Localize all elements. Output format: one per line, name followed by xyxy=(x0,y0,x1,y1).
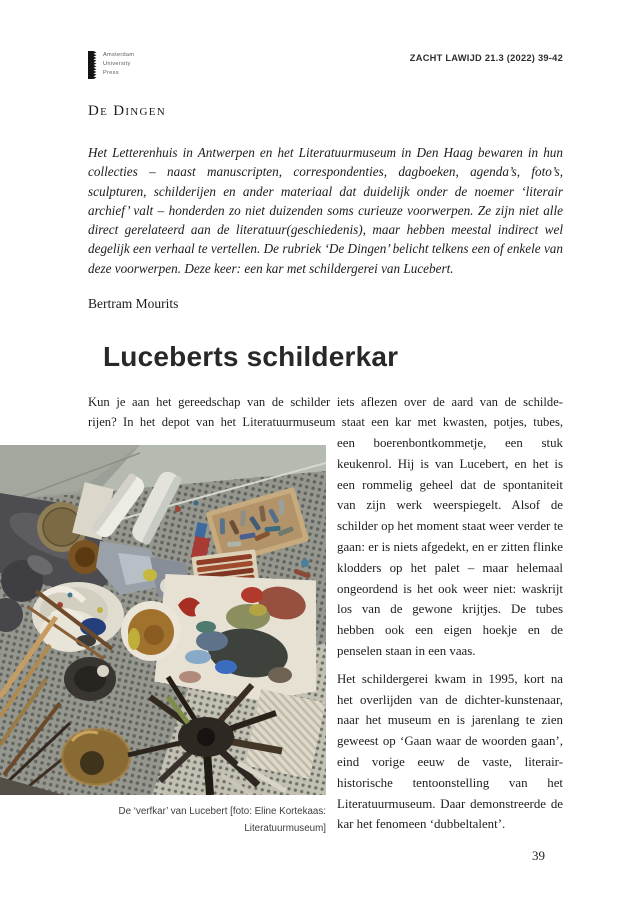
photo-caption: De ‘verfkar’ van Lucebert [foto: Eline Kortekaas: Literatuurmuseum] xyxy=(118,806,326,834)
aup-logo xyxy=(88,51,134,79)
aup-logo-text xyxy=(103,51,134,79)
body-paragraph: Het schildergerei kwam in 1995, kort na het overlijden van de dichter-kunstenaar, naar het museum en is jarenlang te zien geweest op ‘Gaan waar de woorden gaan’, eind vorige eeuw de vaste, literair-historische tentoonstelling van het Literatuurmuseum. Daar demonstreerde de kar het fenomeen ‘dubbeltalent’. xyxy=(337,671,563,832)
aup-logo-icon xyxy=(88,51,97,79)
column-text xyxy=(337,433,563,835)
paint-cart-photo xyxy=(0,445,326,795)
author-name: Bertram Mourits xyxy=(88,296,179,311)
body-paragraph: een boerenbontkommetje, een stuk keukenrol. Hij is van Lucebert, en het is een rommelig geheel dat de spontaniteit van zijn werk weerspiegelt. Alsof de schilder op het moment staat weer verder te gaan: er is niets afgedekt, en er zitten flinke klodders op het palet – maar helemaal ongeordend is het ook weer niet: waskrijt los van de gewone krijtjes. De tubes hebben ook een eigen hoekje en de penselen staan in een vaas. xyxy=(337,436,563,658)
lead-line: Kun je aan het gereedschap van de schilder iets aflezen over de aard van de schilde- xyxy=(88,395,563,409)
journal-reference: ZACHT LAWIJD 21.3 (2022) 39-42 xyxy=(409,53,563,63)
aup-logo-line: Amsterdam xyxy=(103,52,135,58)
cart-photo-figure xyxy=(0,445,326,837)
lead-line: rijen? In het depot van het Literatuurmuseum staat een kar met kwasten, potjes, tubes, xyxy=(88,415,563,430)
lead-paragraph xyxy=(88,392,563,433)
page-number: 39 xyxy=(532,848,545,863)
article-title: Luceberts schilderkar xyxy=(103,341,399,372)
aup-logo-line: Press xyxy=(103,70,119,77)
rubric-title: De Dingen xyxy=(88,103,167,119)
aup-logo-line: University xyxy=(103,61,131,68)
intro-paragraph: Het Letterenhuis in Antwerpen en het Literatuurmuseum in Den Haag bewaren in hun collecties – naast manuscripten, correspondenties, dagboeken, agenda’s, foto’s, sculpturen, schilderijen en ander materiaal dat duidelijk onder de noemer ‘literair archief’ valt – honderden zo niet duizenden soms curieuze voorwerpen. Ze zijn niet alle direct gerelateerd aan de literatuur(geschiedenis), maar hebben meestal indirect wel degelijk een verhaal te vertellen. De rubriek ‘De Dingen’ belicht telkens een of enkele van deze voorwerpen. Deze keer: een kar met schildergerei van Lucebert. xyxy=(88,145,563,276)
